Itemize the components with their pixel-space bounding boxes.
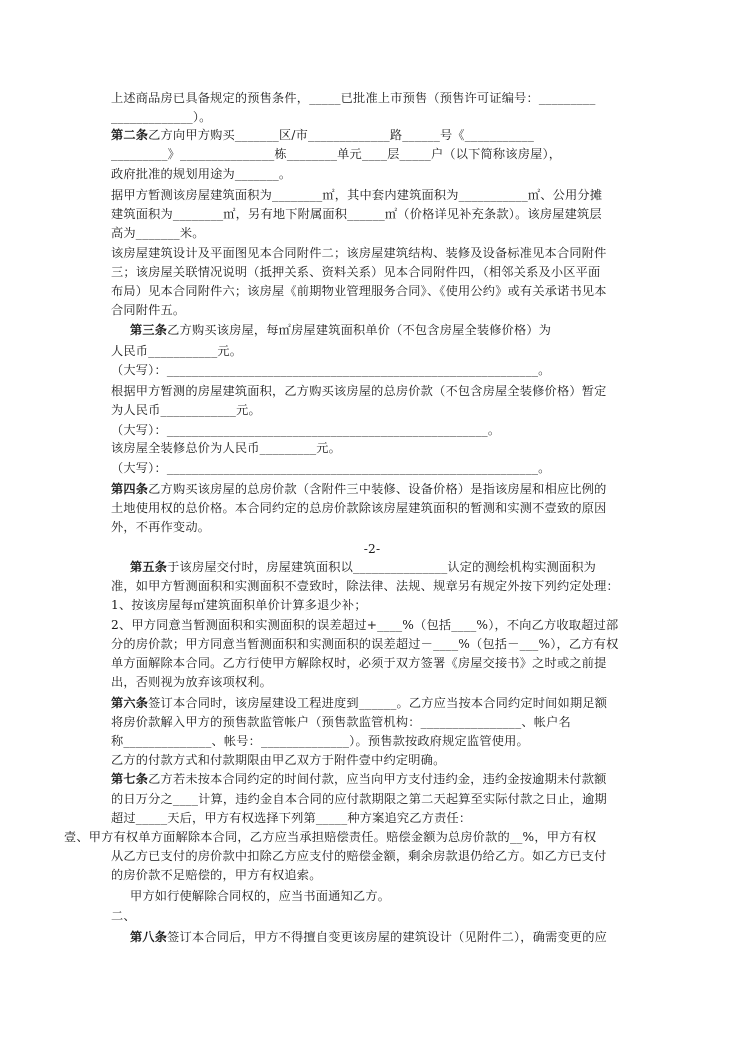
body-line: 的房价款不足赔偿的，甲方有权追索。 (111, 868, 322, 882)
article-3-line (130, 323, 551, 338)
article-7-heading: 第七条 (111, 772, 149, 786)
body-line: 建筑面积为________㎡，另有地下附属面积______㎡（价格详见补充条款）。该房屋建筑层 (111, 207, 602, 221)
body-line: 根据甲方暂测的房屋建筑面积，乙方购买该房屋的总房价款（不包含房屋全装修价格）暂定 (111, 384, 607, 398)
body-line: 土地使用权的总价格。本合同约定的总房价款除该房屋建筑面积的暂测和实测不壹致的原因 (111, 501, 607, 515)
article-2-heading: 第二条 (111, 128, 149, 142)
body-line: 出，否则视为放弃该项权利。 (111, 675, 273, 689)
article-4-heading: 第四条 (111, 482, 149, 496)
body-line: 该房屋建筑设计及平面图见本合同附件二；该房屋建筑结构、装修及设备标准见本合同附件 (111, 246, 607, 260)
article-8-line (130, 930, 607, 945)
body-line: 乙方的付款方式和付款期限由甲乙双方于附件壹中约定明确。 (111, 753, 446, 767)
article-2-text: 乙方向甲方购买_______区/市_____________路______号《___________ (148, 128, 534, 142)
body-line: 单方面解除本合同。乙方行使甲方解除权时，必须于双方签署《房屋交接书》之时或之前提 (111, 656, 607, 670)
body-line: 甲方如行使解除合同权的，应当书面通知乙方。 (130, 889, 391, 903)
body-line: 准，如甲方暂测面积和实测面积不壹致时，除法律、法规、规章另有规定外按下列约定处理： (111, 579, 619, 593)
body-line: _____________）。 (111, 110, 212, 124)
body-line: 称______________、帐号：______________）。预售款按政府规定监管使用。 (111, 734, 529, 748)
body-line: 2、甲方同意当暂测面积和实测面积的误差超过+____%（包括____%），不向乙方收取超过部 (111, 618, 619, 632)
article-4-line (111, 482, 607, 497)
body-line: 1、按该房屋每㎡建筑面积单价计算多退少补； (111, 598, 367, 612)
body-line: （大写）：___________________________________________________________。 (111, 363, 551, 377)
article-5-text: 于该房屋交付时，房屋建筑面积以_______________认定的测绘机构实测面积为 (167, 560, 597, 574)
body-line: 为人民币____________元。 (111, 403, 261, 417)
article-5-line (130, 560, 596, 575)
body-line: 从乙方已支付的房价款中扣除乙方应支付的赔偿金额，剩余房款退仍给乙方。如乙方已支付 (111, 849, 607, 863)
body-line: 三；该房屋关联情况说明（抵押关系、资料关系）见本合同附件四，（相邻关系及小区平面 (111, 265, 601, 279)
page-number: -2- (363, 542, 381, 556)
article-3-text: 乙方购买该房屋，每㎡房屋建筑面积单价（不包含房屋全装修价格）为 (167, 323, 552, 337)
body-line: 高为_______米。 (111, 226, 205, 240)
body-line: 将房价款解入甲方的预售款监管帐户（预售款监管机构：________________、帐户名 (111, 715, 571, 729)
body-line: （大写）：___________________________________________________________。 (111, 461, 551, 475)
body-line: 合同附件五。 (111, 303, 186, 317)
article-2-line (111, 128, 534, 143)
body-line: 据甲方暂测该房屋建筑面积为________㎡，其中套内建筑面积为___________㎡、公用分摊 (111, 188, 603, 202)
article-8-heading: 第八条 (130, 930, 168, 944)
option-1-line: 壹、甲方有权单方面解除本合同，乙方应当承担赔偿责任。赔偿金额为总房价款的__%，甲方有权 (64, 830, 597, 844)
article-6-heading: 第六条 (111, 696, 149, 710)
article-3-heading: 第三条 (130, 323, 168, 337)
body-line: 该房屋全装修总价为人民币_________元。 (111, 441, 342, 455)
article-7-text: 乙方若未按本合同约定的时间付款，应当向甲方支付违约金，违约金按逾期未付款额 (148, 772, 607, 786)
body-line: 外，不再作变动。 (111, 520, 211, 534)
body-line: 分的房价款；甲方同意当暂测面积和实测面积的误差超过－____%（包括－___%），乙方有权 (111, 637, 619, 651)
body-line: 上述商品房已具备规定的预售条件，_____已批准上市预售（预售许可证编号：_________ (111, 91, 596, 105)
body-line: 超过_____天后，甲方有权选择下列第_____种方案追究乙方责任： (111, 811, 472, 825)
body-line: 政府批准的规划用途为_______。 (111, 167, 292, 181)
article-6-line (111, 696, 607, 711)
article-4-text: 乙方购买该房屋的总房价款（含附件三中装修、设备价格）是指该房屋和相应比例的 (148, 482, 607, 496)
body-line: 布局）见本合同附件六；该房屋《前期物业管理服务合同》、《使用公约》或有关承诺书见本 (111, 284, 607, 298)
body-line: 人民币___________元。 (111, 344, 243, 358)
article-6-text: 签订本合同时，该房屋建设工程进度到______。乙方应当按本合同约定时间如期足额 (148, 696, 608, 710)
body-line: 的日万分之____计算，违约金自本合同的应付款期限之第二天起算至实际付款之日止，逾期 (111, 792, 607, 806)
body-line: _________》_______________栋________单元____层_____户（以下简称该房屋）， (111, 147, 562, 161)
option-2-line: 二、 (111, 909, 136, 923)
article-5-heading: 第五条 (130, 560, 168, 574)
body-line: （大写）：___________________________________________________。 (111, 423, 501, 437)
article-8-text: 签订本合同后，甲方不得擅自变更该房屋的建筑设计（见附件二），确需变更的应 (167, 930, 608, 944)
article-7-line (111, 772, 607, 787)
